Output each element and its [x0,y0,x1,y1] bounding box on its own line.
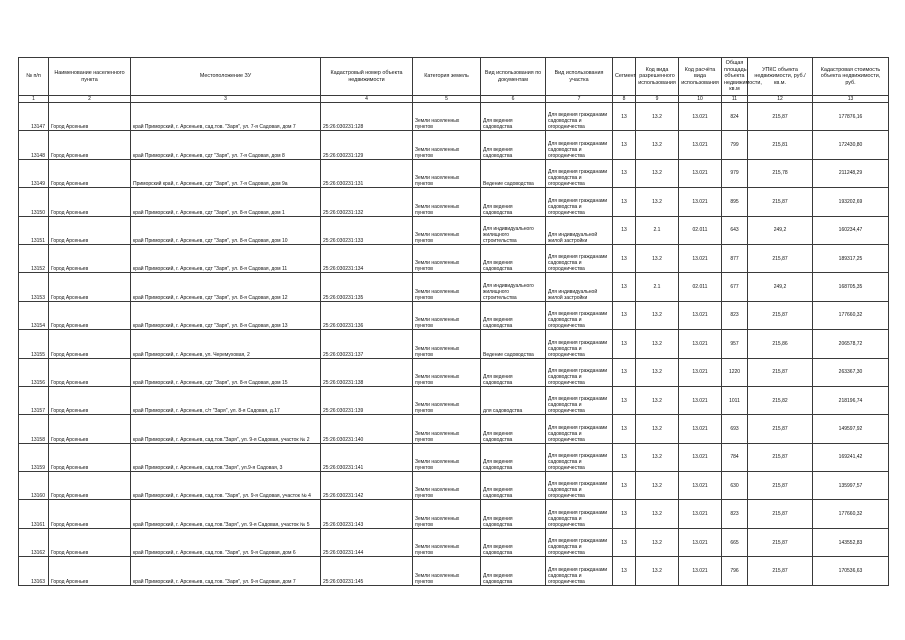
cell-row-number: 13151 [19,216,49,244]
cell-use-by-documents: Для ведения садоводства [481,103,546,131]
cell-segment: 13 [613,301,636,329]
cell-land-category: Земли населенных пунктов [413,443,481,471]
cell-row-number: 13162 [19,528,49,556]
cell-segment: 13 [613,103,636,131]
cell-land-category: Земли населенных пунктов [413,131,481,159]
cadastral-value-table [18,57,889,586]
cell-permitted-use-code: 13.2 [636,415,679,443]
cell-cadastral-value: 160234,47 [813,216,889,244]
cell-calc-use-code: 13.021 [679,131,722,159]
header-row [19,58,889,96]
cell-cadastral-number: 25:26:030231:141 [321,443,413,471]
cell-cadastral-value: 172430,80 [813,131,889,159]
cell-settlement-name: Город Арсеньев [49,159,131,187]
cell-row-number: 13160 [19,472,49,500]
cell-cadastral-value: 170536,63 [813,557,889,585]
cell-area: 957 [722,330,748,358]
column-number: 7 [546,96,613,103]
cell-use-by-documents: Для ведения садоводства [481,528,546,556]
cell-land-category: Земли населенных пунктов [413,472,481,500]
cell-area: 796 [722,557,748,585]
header-cell-segment: Сегмент [613,58,636,96]
cell-settlement-name: Город Арсеньев [49,443,131,471]
table-row [19,244,889,272]
cell-permitted-use-code: 13.2 [636,159,679,187]
cell-land-category: Земли населенных пунктов [413,528,481,556]
cell-land-category: Земли населенных пунктов [413,557,481,585]
cell-use-by-documents: Для ведения садоводства [481,131,546,159]
cell-cadastral-number: 25:26:030231:132 [321,188,413,216]
cell-upks: 215,81 [748,131,813,159]
cell-use-by-documents: Для ведения садоводства [481,443,546,471]
table-body [19,103,889,586]
cell-plot-location: край Приморский, г. Арсеньев, сдт "Заря", ул. 8-я Садовая, дом 11 [131,244,321,272]
cell-settlement-name: Город Арсеньев [49,557,131,585]
cell-area: 823 [722,301,748,329]
cell-segment: 13 [613,273,636,301]
cell-cadastral-value: 177660,32 [813,301,889,329]
cell-permitted-use-code: 2.1 [636,216,679,244]
cell-cadastral-number: 25:26:030231:145 [321,557,413,585]
cell-upks: 215,78 [748,159,813,187]
cell-settlement-name: Город Арсеньев [49,472,131,500]
cell-settlement-name: Город Арсеньев [49,273,131,301]
cell-upks: 215,82 [748,386,813,414]
cell-settlement-name: Город Арсеньев [49,330,131,358]
cell-upks: 215,87 [748,415,813,443]
cell-settlement-name: Город Арсеньев [49,358,131,386]
table-row [19,415,889,443]
cell-cadastral-value: 193202,69 [813,188,889,216]
cell-cadastral-value: 189317,25 [813,244,889,272]
cell-settlement-name: Город Арсеньев [49,528,131,556]
cell-cadastral-value: 206578,72 [813,330,889,358]
cell-settlement-name: Город Арсеньев [49,500,131,528]
cell-land-category: Земли населенных пунктов [413,301,481,329]
cell-plot-location: край Приморский, г. Арсеньев, сад.тов. "Заря", ул. 9-я Садовая, дом 7 [131,557,321,585]
cell-cadastral-value: 177660,32 [813,500,889,528]
cell-settlement-name: Город Арсеньев [49,216,131,244]
table-row [19,557,889,585]
cell-plot-location: край Приморский, г. Арсеньев, сад.тов. "Заря", ул. 9-я Садовая, дом 6 [131,528,321,556]
cell-cadastral-number: 25:26:030231:138 [321,358,413,386]
table-row [19,386,889,414]
cell-row-number: 13163 [19,557,49,585]
column-number: 3 [131,96,321,103]
cell-permitted-use-code: 2.1 [636,273,679,301]
cell-cadastral-number: 25:26:030231:135 [321,273,413,301]
cell-plot-use: Для ведения гражданами садоводства и огородничества [546,330,613,358]
cell-land-category: Земли населенных пунктов [413,273,481,301]
cell-area: 823 [722,500,748,528]
cell-use-by-documents: Для ведения садоводства [481,358,546,386]
table-row [19,528,889,556]
cell-area: 643 [722,216,748,244]
cell-plot-use: Для ведения гражданами садоводства и огородничества [546,443,613,471]
cell-row-number: 13150 [19,188,49,216]
cell-plot-use: Для ведения гражданами садоводства и огородничества [546,557,613,585]
cell-land-category: Земли населенных пунктов [413,244,481,272]
cell-row-number: 13154 [19,301,49,329]
table-row [19,273,889,301]
cell-plot-use: Для ведения гражданами садоводства и огородничества [546,386,613,414]
cell-area: 1220 [722,358,748,386]
cell-cadastral-value: 177876,16 [813,103,889,131]
cell-row-number: 13158 [19,415,49,443]
cell-upks: 215,87 [748,188,813,216]
cell-plot-location: край Приморский, г. Арсеньев, сдт "Заря", ул. 7-я Садовая, дом 8 [131,131,321,159]
cell-plot-use: Для ведения гражданами садоводства и огородничества [546,131,613,159]
cell-permitted-use-code: 13.2 [636,330,679,358]
cell-plot-location: край Приморский, г. Арсеньев, сдт "Заря", ул. 8-я Садовая, дом 13 [131,301,321,329]
table-row [19,159,889,187]
cell-land-category: Земли населенных пунктов [413,188,481,216]
cell-row-number: 13149 [19,159,49,187]
cell-cadastral-number: 25:26:030231:143 [321,500,413,528]
cell-calc-use-code: 13.021 [679,103,722,131]
cell-segment: 13 [613,188,636,216]
cell-cadastral-number: 25:26:030231:128 [321,103,413,131]
cell-area: 979 [722,159,748,187]
cell-calc-use-code: 02.011 [679,216,722,244]
header-cell-land-category: Категория земель [413,58,481,96]
cell-plot-location: край Приморский, г. Арсеньев, ул. Черемуховая, 2 [131,330,321,358]
cell-row-number: 13157 [19,386,49,414]
cell-area: 824 [722,103,748,131]
column-number: 11 [722,96,748,103]
table-row [19,301,889,329]
cell-cadastral-number: 25:26:030231:144 [321,528,413,556]
cell-plot-location: край Приморский, г. Арсеньев, сдт "Заря", ул. 8-я Садовая, дом 1 [131,188,321,216]
header-cell-permitted-use-code: Код вида разрешенного использования [636,58,679,96]
cell-use-by-documents: Для ведения садоводства [481,301,546,329]
cell-land-category: Земли населенных пунктов [413,386,481,414]
cell-cadastral-value: 263367,30 [813,358,889,386]
cell-calc-use-code: 13.021 [679,500,722,528]
header-cell-town: Наименование населенного пункта [49,58,131,96]
cell-segment: 13 [613,330,636,358]
cell-cadastral-number: 25:26:030231:140 [321,415,413,443]
cell-plot-location: край Приморский, г. Арсеньев, сад.тов."Заря", ул. 9-я Садовая, участок № 5 [131,500,321,528]
cell-plot-location: край Приморский, г. Арсеньев, сдт "Заря", ул. 8-я Садовая, дом 10 [131,216,321,244]
cell-area: 693 [722,415,748,443]
cell-settlement-name: Город Арсеньев [49,103,131,131]
cell-permitted-use-code: 13.2 [636,500,679,528]
cell-calc-use-code: 13.021 [679,244,722,272]
cell-segment: 13 [613,557,636,585]
cell-cadastral-value: 168705,35 [813,273,889,301]
cell-row-number: 13147 [19,103,49,131]
table-row [19,472,889,500]
column-number: 4 [321,96,413,103]
cell-calc-use-code: 13.021 [679,330,722,358]
cell-upks: 215,87 [748,301,813,329]
cell-calc-use-code: 13.021 [679,528,722,556]
cell-use-by-documents: Для ведения садоводства [481,500,546,528]
cell-permitted-use-code: 13.2 [636,358,679,386]
cell-segment: 13 [613,216,636,244]
cell-segment: 13 [613,131,636,159]
cell-upks: 215,87 [748,244,813,272]
cell-permitted-use-code: 13.2 [636,528,679,556]
cell-plot-use: Для ведения гражданами садоводства и огородничества [546,159,613,187]
cell-cadastral-number: 25:26:030231:139 [321,386,413,414]
cell-plot-location: край Приморский, г. Арсеньев, сад.тов."Заря", ул. 9-я Садовая, участок № 2 [131,415,321,443]
header-cell-cadastral-number: Кадастровый номер объекта недвижимости [321,58,413,96]
cell-upks: 249,2 [748,273,813,301]
cell-land-category: Земли населенных пунктов [413,159,481,187]
cell-plot-location: край Приморский, г. Арсеньев, сдт "Заря", ул. 8-я Садовая, дом 15 [131,358,321,386]
column-number: 13 [813,96,889,103]
cell-permitted-use-code: 13.2 [636,131,679,159]
table-row [19,358,889,386]
table-row [19,216,889,244]
header-cell-plot-use: Вид использования участка [546,58,613,96]
cell-row-number: 13155 [19,330,49,358]
cell-area: 895 [722,188,748,216]
header-cell-location: Местоположение ЗУ [131,58,321,96]
header-cell-index: № п/п [19,58,49,96]
cell-upks: 215,87 [748,528,813,556]
cell-segment: 13 [613,159,636,187]
column-number: 10 [679,96,722,103]
cell-calc-use-code: 13.021 [679,159,722,187]
column-number-row [19,96,889,103]
cell-permitted-use-code: 13.2 [636,103,679,131]
column-number: 1 [19,96,49,103]
cell-settlement-name: Город Арсеньев [49,415,131,443]
cell-segment: 13 [613,386,636,414]
cell-land-category: Земли населенных пунктов [413,500,481,528]
cell-cadastral-number: 25:26:030231:133 [321,216,413,244]
cell-plot-use: Для ведения гражданами садоводства и огородничества [546,415,613,443]
cell-settlement-name: Город Арсеньев [49,386,131,414]
cell-plot-use: Для ведения гражданами садоводства и огородничества [546,358,613,386]
cell-land-category: Земли населенных пунктов [413,330,481,358]
cell-upks: 215,87 [748,472,813,500]
table-row [19,330,889,358]
cell-segment: 13 [613,244,636,272]
cell-row-number: 13156 [19,358,49,386]
cell-plot-use: Для ведения гражданами садоводства и огородничества [546,188,613,216]
cell-segment: 13 [613,415,636,443]
cell-row-number: 13153 [19,273,49,301]
cell-cadastral-number: 25:26:030231:136 [321,301,413,329]
cell-plot-location: край Приморский, г. Арсеньев, сад.тов. "Заря", ул. 9-я Садовая, участок № 4 [131,472,321,500]
column-number: 5 [413,96,481,103]
cell-area: 630 [722,472,748,500]
cell-area: 1011 [722,386,748,414]
cell-cadastral-value: 169241,42 [813,443,889,471]
cell-area: 784 [722,443,748,471]
cell-segment: 13 [613,472,636,500]
cell-land-category: Земли населенных пунктов [413,415,481,443]
column-number: 9 [636,96,679,103]
cell-plot-use: Для индивидуальной жилой застройки [546,216,613,244]
cell-calc-use-code: 13.021 [679,358,722,386]
cell-cadastral-value: 211248,29 [813,159,889,187]
column-number: 8 [613,96,636,103]
cell-calc-use-code: 13.021 [679,557,722,585]
cell-upks: 215,87 [748,358,813,386]
cell-segment: 13 [613,443,636,471]
table-row [19,188,889,216]
table-row [19,443,889,471]
cell-row-number: 13161 [19,500,49,528]
cell-permitted-use-code: 13.2 [636,244,679,272]
column-number: 6 [481,96,546,103]
cell-segment: 13 [613,528,636,556]
cell-row-number: 13152 [19,244,49,272]
cell-use-by-documents: Ведение садоводства [481,330,546,358]
cell-area: 677 [722,273,748,301]
cell-plot-use: Для ведения гражданами садоводства и огородничества [546,472,613,500]
cell-upks: 215,86 [748,330,813,358]
cell-row-number: 13159 [19,443,49,471]
column-number: 2 [49,96,131,103]
cell-upks: 215,87 [748,500,813,528]
cell-upks: 215,87 [748,557,813,585]
cell-permitted-use-code: 13.2 [636,188,679,216]
cell-cadastral-number: 25:26:030231:142 [321,472,413,500]
cell-settlement-name: Город Арсеньев [49,301,131,329]
cell-calc-use-code: 13.021 [679,188,722,216]
cell-permitted-use-code: 13.2 [636,557,679,585]
cell-segment: 13 [613,358,636,386]
cell-settlement-name: Город Арсеньев [49,131,131,159]
cell-area: 665 [722,528,748,556]
cell-permitted-use-code: 13.2 [636,472,679,500]
cell-use-by-documents: для садоводства [481,386,546,414]
cell-use-by-documents: Для ведения садоводства [481,557,546,585]
cell-use-by-documents: Для ведения садоводства [481,244,546,272]
table-row [19,500,889,528]
cell-permitted-use-code: 13.2 [636,386,679,414]
cell-use-by-documents: Для ведения садоводства [481,472,546,500]
cell-plot-use: Для ведения гражданами садоводства и огородничества [546,103,613,131]
cell-plot-use: Для индивидуальной жилой застройки [546,273,613,301]
cell-area: 799 [722,131,748,159]
cell-land-category: Земли населенных пунктов [413,358,481,386]
cell-plot-use: Для ведения гражданами садоводства и огородничества [546,301,613,329]
cell-upks: 249,2 [748,216,813,244]
cell-segment: 13 [613,500,636,528]
cell-plot-location: край Приморский, г. Арсеньев, с/т "Заря", ул. 8-я Садовая, д.17 [131,386,321,414]
cell-cadastral-value: 149597,92 [813,415,889,443]
cell-calc-use-code: 13.021 [679,415,722,443]
header-cell-calc-code: Код расчёта вида использования [679,58,722,96]
cell-plot-use: Для ведения гражданами садоводства и огородничества [546,500,613,528]
cell-calc-use-code: 13.021 [679,301,722,329]
header-cell-use-by-documents: Вид использования по документам [481,58,546,96]
cell-calc-use-code: 13.021 [679,472,722,500]
cell-use-by-documents: Ведение садоводства [481,159,546,187]
header-cell-cadastral-value: Кадастровая стоимость объекта недвижимости, руб. [813,58,889,96]
cell-cadastral-value: 218196,74 [813,386,889,414]
cell-area: 877 [722,244,748,272]
cell-use-by-documents: Для ведения садоводства [481,415,546,443]
cell-settlement-name: Город Арсеньев [49,188,131,216]
column-number: 12 [748,96,813,103]
cell-plot-location: край Приморский, г. Арсеньев, сад.тов."Заря", ул.9-я Садовая, 3 [131,443,321,471]
cell-use-by-documents: Для индивидуального жилищного строительства [481,273,546,301]
cell-land-category: Земли населенных пунктов [413,103,481,131]
header-cell-upks: УПКС объекта недвижимости, руб./кв.м. [748,58,813,96]
cell-use-by-documents: Для ведения садоводства [481,188,546,216]
cell-upks: 215,87 [748,103,813,131]
cell-row-number: 13148 [19,131,49,159]
cell-plot-location: край Приморский, г. Арсеньев, сад.тов. "Заря", ул. 7-я Садовая, дом 7 [131,103,321,131]
cell-cadastral-value: 135997,57 [813,472,889,500]
table-row [19,103,889,131]
header-cell-area: Общая площадь объекта недвижимости, кв.м [722,58,748,96]
table-row [19,131,889,159]
cell-calc-use-code: 13.021 [679,443,722,471]
cell-upks: 215,87 [748,443,813,471]
cell-cadastral-number: 25:26:030231:131 [321,159,413,187]
cell-cadastral-number: 25:26:030231:134 [321,244,413,272]
cell-cadastral-number: 25:26:030231:137 [321,330,413,358]
cell-plot-use: Для ведения гражданами садоводства и огородничества [546,244,613,272]
cell-cadastral-value: 143552,83 [813,528,889,556]
cell-use-by-documents: Для индивидуального жилищного строительства [481,216,546,244]
cell-permitted-use-code: 13.2 [636,443,679,471]
cell-calc-use-code: 13.021 [679,386,722,414]
cell-settlement-name: Город Арсеньев [49,244,131,272]
cell-plot-location: край Приморский, г. Арсеньев, сдт "Заря", ул. 8-я Садовая, дом 12 [131,273,321,301]
cell-land-category: Земли населенных пунктов [413,216,481,244]
cell-permitted-use-code: 13.2 [636,301,679,329]
cell-plot-location: Приморский край, г. Арсеньев, сдт "Заря", ул. 7-я Садовая, дом 9а [131,159,321,187]
cell-cadastral-number: 25:26:030231:129 [321,131,413,159]
cell-plot-use: Для ведения гражданами садоводства и огородничества [546,528,613,556]
cell-calc-use-code: 02.011 [679,273,722,301]
